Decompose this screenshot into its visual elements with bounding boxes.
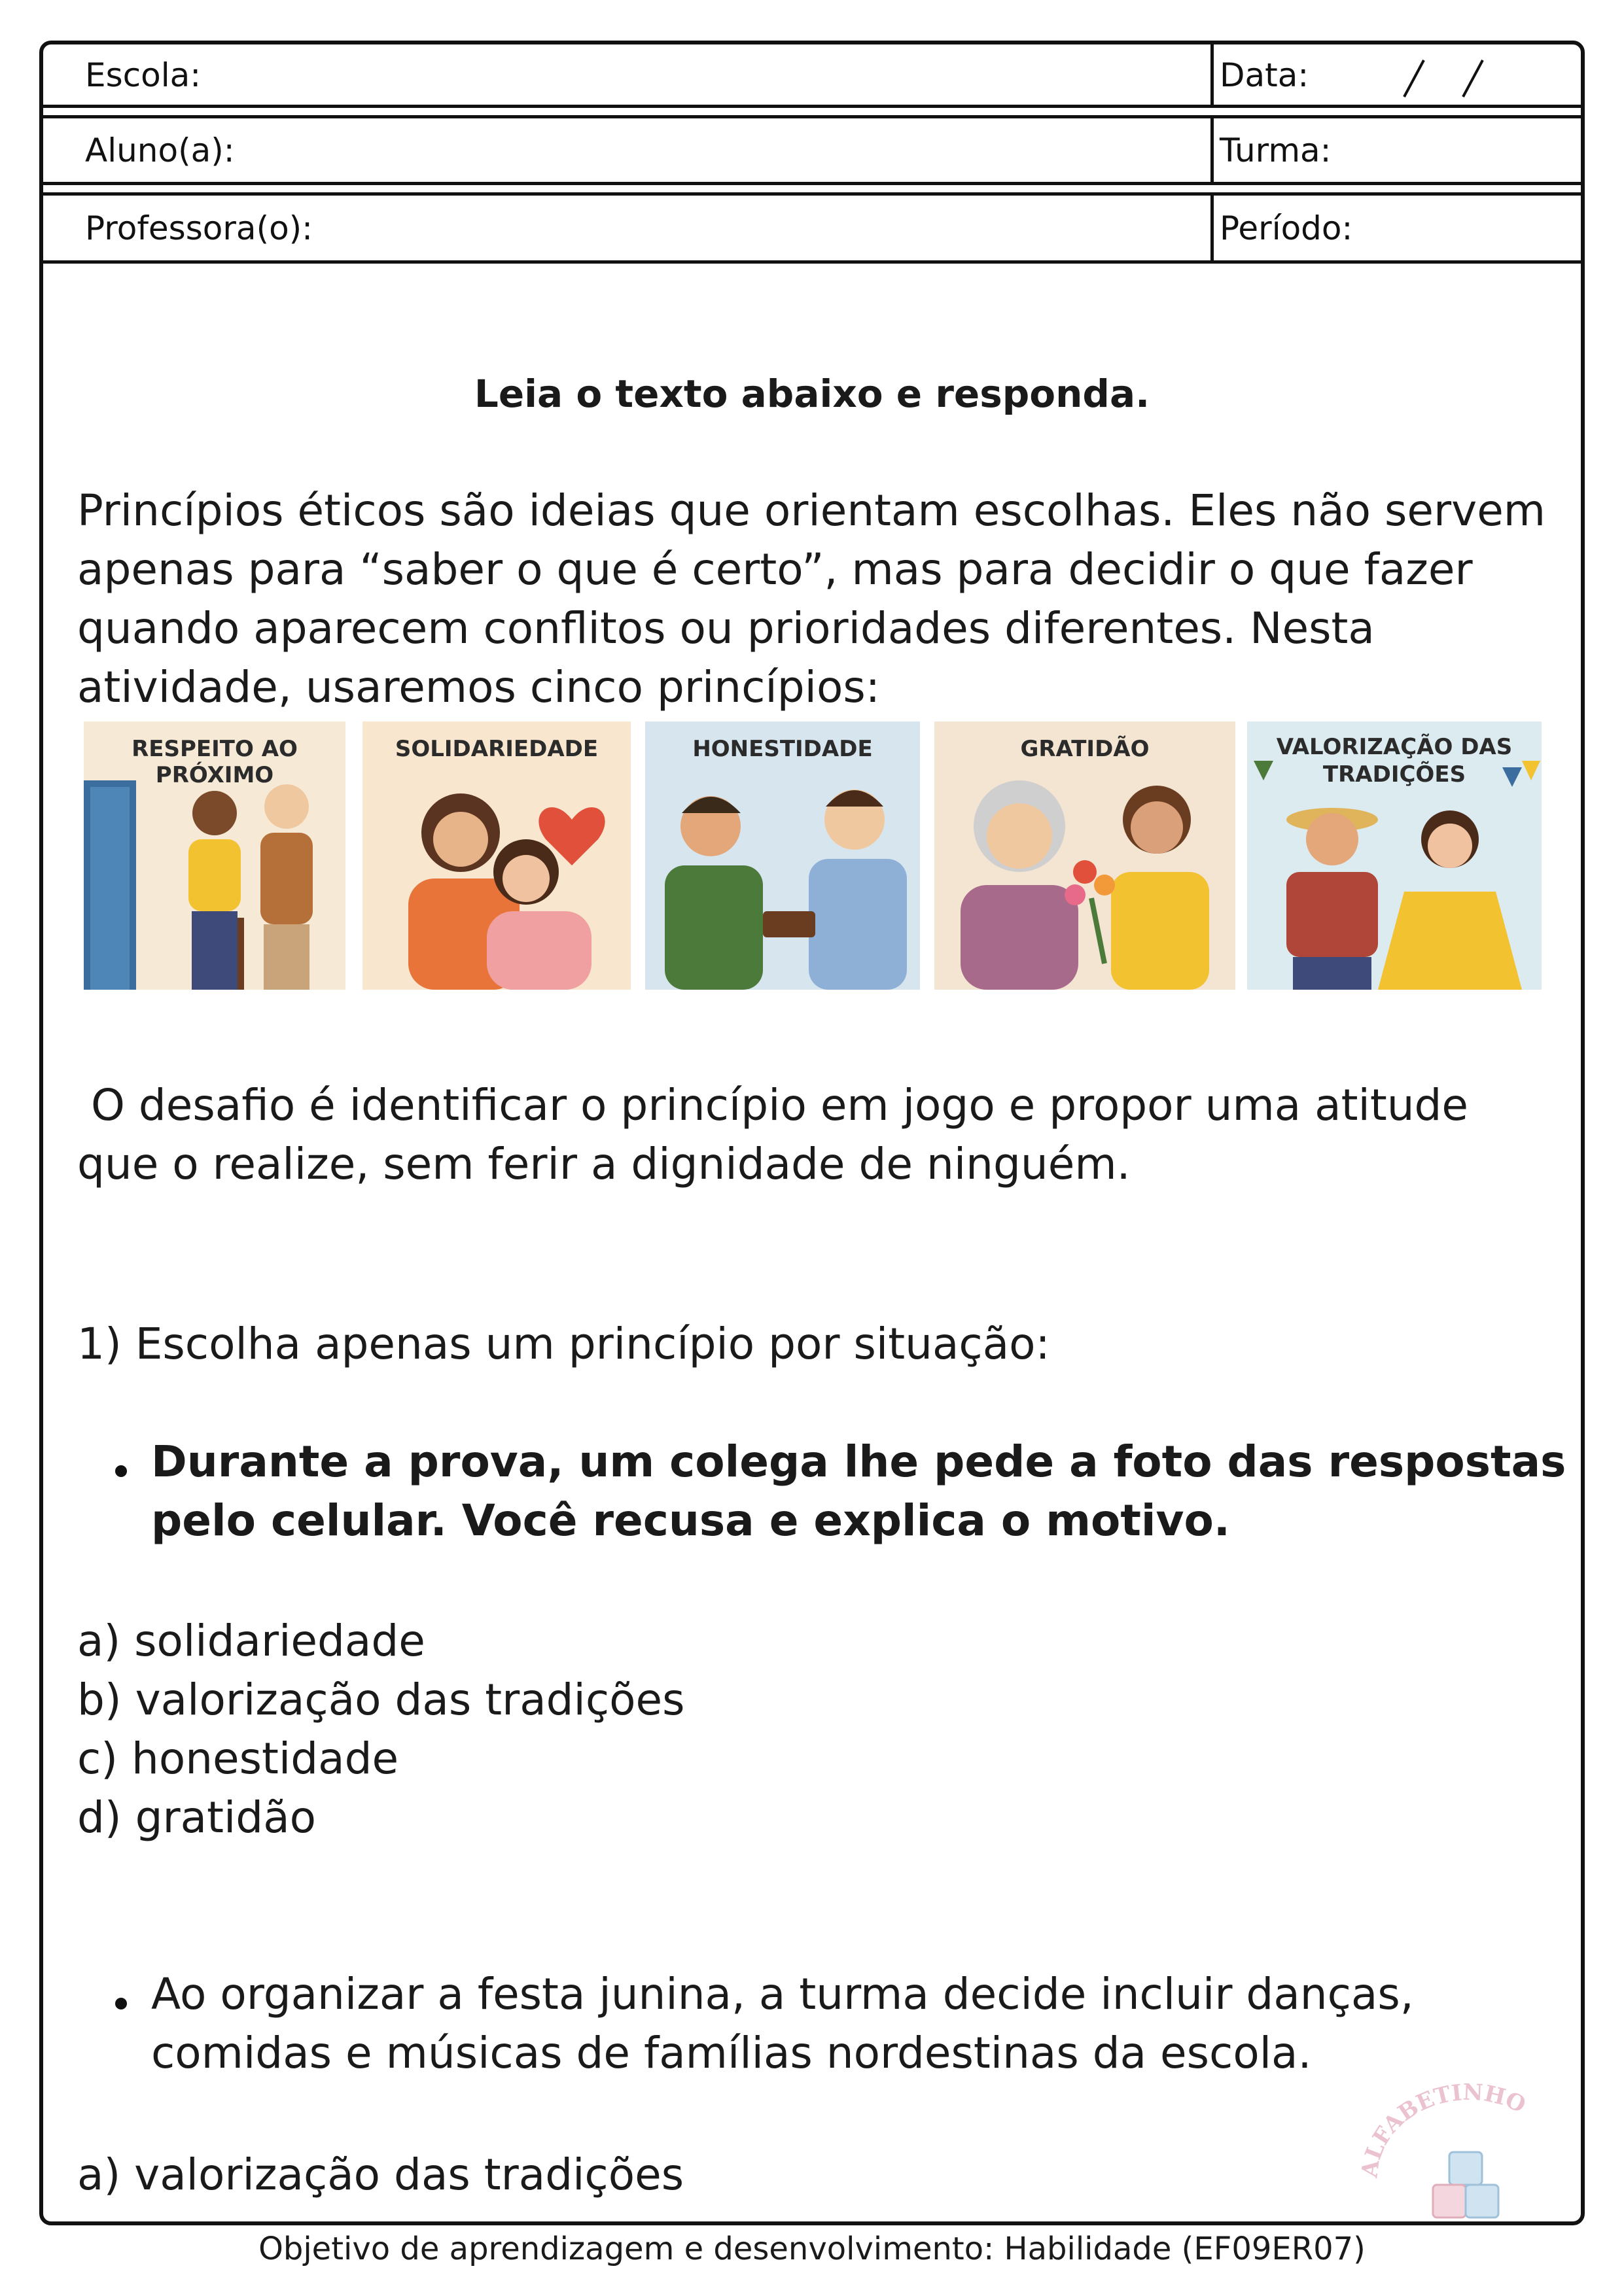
option-1b: b) valorização das tradições — [77, 1675, 685, 1725]
returning-wallet-icon — [645, 722, 920, 990]
intro-paragraph: Princípios éticos são ideias que orientam escolhas. Eles não servem apenas para “saber o que é certo”, mas para decidir o que fazer quando aparecem conflitos ou prioridades diferentes. Nesta atividade, usaremos cinco princípios: — [77, 485, 1546, 712]
illustration-label: SOLIDARIEDADE — [395, 736, 599, 762]
option-1a: a) solidariedade — [77, 1616, 425, 1666]
situation-2: Ao organizar a festa junina, a turma decide incluir danças, comidas e músicas de famílias nordestinas da escola. — [151, 1969, 1414, 2078]
header-column-divider — [1210, 44, 1214, 106]
header-divider — [43, 105, 1581, 108]
worksheet-frame — [39, 41, 1585, 2225]
option-1c: c) honestidade — [77, 1733, 399, 1784]
situation-1: Durante a prova, um colega lhe pede a foto das respostas pelo celular. Você recusa e explica o motivo. — [151, 1436, 1566, 1546]
question-1-prompt: 1) Escolha apenas um princípio por situação: — [77, 1319, 1050, 1369]
people-helping-elder-icon — [84, 722, 345, 990]
illustration-label: GRATIDÃO — [1020, 736, 1150, 762]
escola-label: Escola: — [85, 56, 202, 94]
header-row-aluno — [43, 118, 1581, 183]
header-divider — [43, 182, 1581, 185]
giving-flowers-icon — [934, 722, 1235, 990]
alfabetinho-logo — [1358, 2074, 1580, 2224]
aluno-label: Aluno(a): — [85, 131, 235, 169]
data-label: Data: — [1220, 56, 1309, 94]
illustration-tradicoes — [1247, 722, 1542, 990]
bullet-icon — [115, 1465, 127, 1477]
footer-objective: Objetivo de aprendizagem e desenvolvimento: Habilidade (EF09ER07) — [258, 2231, 1366, 2267]
svg-text:ALFABETINHO: ALFABETINHO — [1358, 2079, 1530, 2180]
periodo-label: Período: — [1220, 209, 1353, 247]
professora-label: Professora(o): — [85, 209, 313, 247]
turma-label: Turma: — [1220, 131, 1332, 169]
option-2a: a) valorização das tradições — [77, 2149, 684, 2200]
header-column-divider — [1210, 195, 1214, 262]
abc-blocks-logo-icon — [1358, 2074, 1580, 2224]
header-row-escola — [43, 44, 1581, 106]
header-divider — [43, 260, 1581, 264]
festa-junina-dancers-icon — [1247, 722, 1542, 990]
instruction-title: Leia o texto abaixo e responda. — [474, 372, 1150, 416]
challenge-text: O desafio é identificar o princípio em jogo e propor uma atitude que o realize, sem ferir a dignidade de ninguém. — [77, 1080, 1469, 1189]
option-1d: d) gratidão — [77, 1792, 317, 1843]
challenge-paragraph — [77, 1076, 1556, 1194]
illustration-label: HONESTIDADE — [692, 736, 873, 762]
illustration-label: VALORIZAÇÃO DAS TRADIÇÕES — [1276, 734, 1513, 788]
bullet-icon — [115, 1998, 127, 2009]
header-column-divider — [1210, 118, 1214, 183]
date-separators-icon — [1378, 56, 1496, 102]
illustration-gratidao — [934, 722, 1235, 990]
hug-with-heart-icon — [362, 722, 631, 990]
illustration-solidariedade — [362, 722, 631, 990]
illustration-respeito — [84, 722, 345, 990]
header-row-professora — [43, 196, 1581, 261]
illustration-label: RESPEITO AO PRÓXIMO — [132, 736, 298, 788]
illustration-honestidade — [645, 722, 920, 990]
